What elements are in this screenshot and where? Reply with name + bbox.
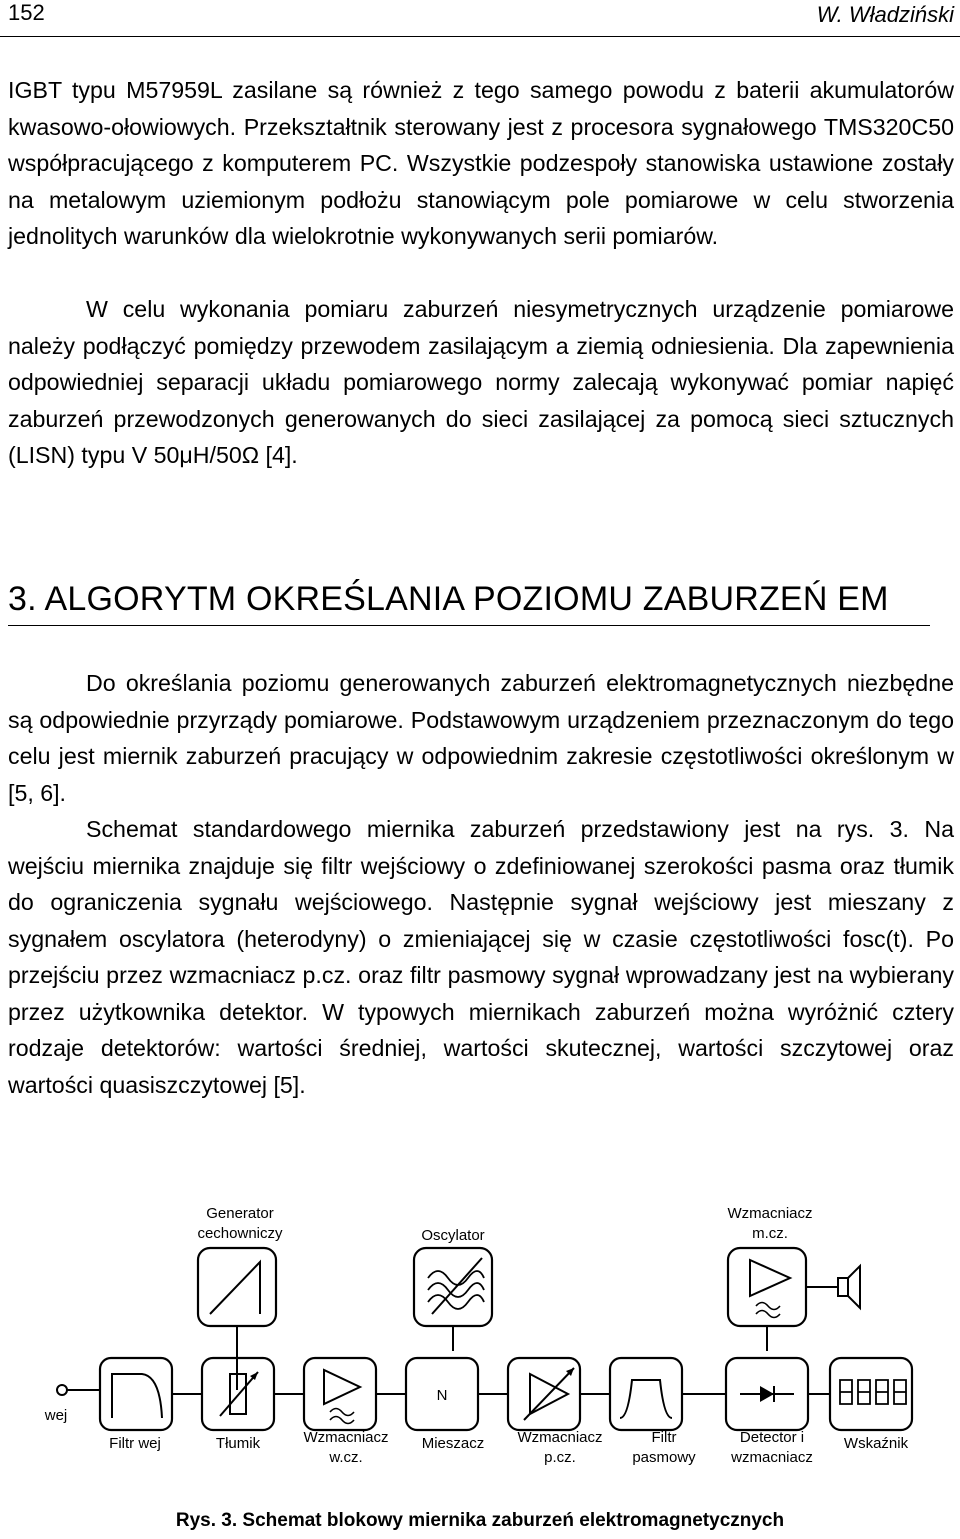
indicator-label: Wskaźnik <box>843 1435 909 1452</box>
input-label: wej <box>44 1407 68 1424</box>
page-number: 152 <box>8 0 45 25</box>
bandpass-icon <box>620 1380 672 1418</box>
sawtooth-icon <box>210 1262 260 1314</box>
indicator-block <box>830 1358 912 1430</box>
detector-block <box>726 1358 808 1430</box>
if-amplifier-label-2: p.cz. <box>544 1449 576 1466</box>
paragraph-2: W celu wykonania pomiaru zaburzeń niesymetrycznych urządzenie pomiarowe należy podłączyć pomiędzy przewodem zasilającym a ziemią odniesienia. Dla zapewnienia odpowiedniej separacji układu pomiarowego normy zalecają wykonywać pomiar napięć zaburzeń przewodzonych generowanych do sieci zasilającej za pomocą sieci sztucznych (LISN) typu V 50μH/50Ω [4]. <box>8 296 954 468</box>
rf-amplifier-block <box>304 1358 376 1430</box>
input-filter-block <box>100 1358 172 1430</box>
block-diagram <box>0 1190 960 1500</box>
generator-label-1: Generator <box>206 1205 274 1222</box>
bandpass-filter-block <box>610 1358 682 1430</box>
af-amplifier-label-1: Wzmacniacz <box>727 1205 813 1222</box>
page-header <box>0 0 960 37</box>
amplifier-icon <box>324 1370 360 1404</box>
detector-label-2: wzmacniacz <box>731 1449 813 1466</box>
mixer-block <box>406 1358 478 1430</box>
lowpass-icon <box>112 1374 162 1418</box>
speaker-icon <box>806 1266 860 1308</box>
input-filter-label: Filtr wej <box>109 1435 161 1452</box>
bandpass-label-1: Filtr <box>651 1429 677 1446</box>
rf-amplifier-label-2: w.cz. <box>329 1449 363 1466</box>
mixer-symbol: N <box>436 1387 448 1404</box>
paragraph-3: Do określania poziomu generowanych zaburzeń elektromagnetycznych niezbędne są odpowiednie przyrządy pomiarowe. Podstawowym urządzeniem przeznaczonym do tego celu jest miernik zaburzeń pracujący w odpowiednim zakresie częstotliwości określonym w [5, 6]. <box>8 670 954 806</box>
figure-caption: Rys. 3. Schemat blokowy miernika zaburzeń elektromagnetycznych <box>175 1510 785 1531</box>
oscillator-block <box>414 1248 492 1326</box>
amplifier-icon <box>750 1260 790 1296</box>
running-author: W. Władziński <box>816 2 954 27</box>
if-amplifier-block <box>508 1358 580 1430</box>
mixer-label: Mieszacz <box>421 1435 485 1452</box>
af-amplifier-block <box>728 1248 806 1326</box>
input-terminal <box>57 1385 67 1395</box>
section-heading: 3. ALGORYTM OKREŚLANIA POZIOMU ZABURZEŃ EM <box>8 580 889 618</box>
if-amplifier-label-1: Wzmacniacz <box>517 1429 603 1446</box>
generator-label-2: cechowniczy <box>197 1225 283 1242</box>
sine-wave-icon <box>428 1271 484 1309</box>
bandpass-label-2: pasmowy <box>632 1449 696 1466</box>
digital-display-icon <box>840 1380 906 1404</box>
attenuator-label: Tłumik <box>215 1435 261 1452</box>
diode-icon <box>760 1386 774 1402</box>
heading-underline <box>8 625 930 626</box>
paragraph-4: Schemat standardowego miernika zaburzeń przedstawiony jest na rys. 3. Na wejściu miernika znajduje się filtr wejściowy o zdefiniowanej szerokości pasma oraz tłumik do ograniczenia sygnału wejściowego. Następnie sygnał wejściowy jest mieszany z sygnałem oscylatora (heterodyny) o zmieniającej się w czasie częstotliwości fosc(t). Po przejściu przez wzmacniacz p.cz. oraz filtr pasmowy sygnał wprowadzany jest na wybierany przez użytkownika detektor. W typowych miernikach zaburzeń można wyróżnić cztery rodzaje detektorów: wartości średniej, wartości skutecznej, wartości szczytowej oraz wartości quasiszczytowej [5]. <box>8 816 954 1098</box>
af-amplifier-label-2: m.cz. <box>752 1225 788 1242</box>
paragraph-1: IGBT typu M57959L zasilane są również z tego samego powodu z baterii akumulatorów kwasowo-ołowiowych. Przekształtnik sterowany jest z procesora sygnałowego TMS320C50 współpracującego z komputerem PC. Wszystkie podzespoły stanowiska ustawione zostały na metalowym uziemionym podłożu stanowiącym pole pomiarowe w celu stworzenia jednolitych warunków dla wielokrotnie wykonywanych serii pomiarów. <box>8 77 954 249</box>
generator-block <box>198 1248 276 1326</box>
oscillator-label: Oscylator <box>421 1227 485 1244</box>
rf-amplifier-label-1: Wzmacniacz <box>303 1429 389 1446</box>
detector-label-1: Detector i <box>739 1429 805 1446</box>
